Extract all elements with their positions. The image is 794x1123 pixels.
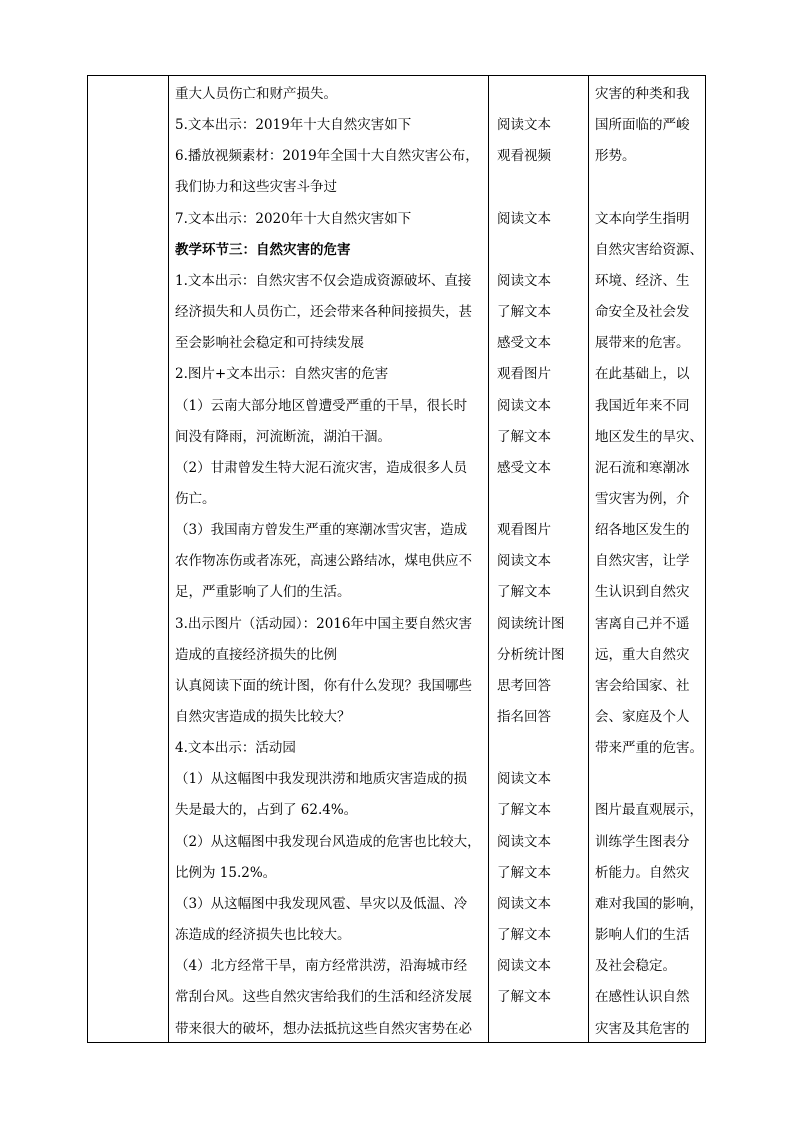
activity-line: 阅读文本: [497, 553, 551, 570]
content-line: 1.文本出示：自然灾害不仅会造成资源破坏、直接: [175, 272, 472, 289]
intent-line: 泥石流和寒潮冰: [595, 459, 690, 476]
activity-line: 观看图片: [497, 522, 551, 539]
activity-line: 思考回答: [497, 677, 551, 694]
intent-line: 自然灾害，让学: [595, 553, 690, 570]
intent-line: 害离自己并不遥: [595, 615, 690, 632]
activity-line: 观看视频: [497, 148, 551, 165]
column-divider: [588, 76, 589, 1042]
intent-line: 及社会稳定。: [595, 958, 676, 975]
intent-line: 命安全及社会发: [595, 304, 690, 321]
content-line: 3.出示图片（活动园）：2016年中国主要自然灾害: [175, 615, 472, 632]
content-line: （4）北方经常干旱，南方经常洪涝，沿海城市经: [175, 958, 468, 975]
content-line: 7.文本出示：2020年十大自然灾害如下: [175, 210, 412, 227]
intent-line: 形势。: [595, 148, 636, 165]
intent-line: 会、家庭及个人: [595, 709, 690, 725]
activity-line: 指名回答: [497, 709, 551, 725]
content-line: 造成的直接经济损失的比例: [175, 646, 337, 663]
intent-line: 展带来的危害。: [595, 335, 690, 352]
intent-line: 影响人们的生活: [595, 927, 690, 944]
lesson-table: [87, 75, 706, 1043]
intent-line: 带来严重的危害。: [595, 740, 703, 757]
intent-line: 地区发生的旱灾、: [595, 428, 703, 445]
intent-line: 环境、经济、生: [595, 272, 690, 289]
activity-line: 了解文本: [497, 304, 551, 321]
activity-line: 阅读文本: [497, 771, 551, 788]
intent-line: 灾害的种类和我: [595, 86, 690, 102]
content-line: 2.图片+文本出示：自然灾害的危害: [175, 366, 389, 383]
content-line: （2）甘肃曾发生特大泥石流灾害，造成很多人员: [175, 459, 468, 476]
content-line: 伤亡。: [175, 490, 216, 507]
intent-line: 在此基础上，以: [595, 366, 690, 383]
intent-line: 害会给国家、社: [595, 677, 690, 694]
content-line: 间没有降雨，河流断流，湖泊干涸。: [175, 428, 391, 445]
content-line: 足，严重影响了人们的生活。: [175, 584, 351, 601]
activity-line: 了解文本: [497, 584, 551, 601]
content-line: 带来很大的破坏，想办法抵抗这些自然灾害势在必: [175, 1020, 472, 1037]
content-line: （2）从这幅图中我发现台风造成的危害也比较大，: [175, 833, 481, 850]
content-line: （3）我国南方曾发生严重的寒潮冰雪灾害，造成: [175, 522, 468, 539]
intent-line: 训练学生图表分: [595, 833, 690, 850]
content-line: 我们协力和这些灾害斗争过: [175, 179, 337, 196]
intent-line: 在感性认识自然: [595, 989, 690, 1006]
content-line: 5.文本出示：2019年十大自然灾害如下: [175, 117, 412, 134]
intent-line: 我国近年来不同: [595, 397, 690, 414]
activity-line: 了解文本: [497, 802, 551, 819]
column-divider: [488, 76, 489, 1042]
content-line: 至会影响社会稳定和可持续发展: [175, 335, 364, 352]
intent-line: 析能力。自然灾: [595, 864, 690, 881]
intent-line: 国所面临的严峻: [595, 117, 690, 134]
content-line: 经济损失和人员伤亡，还会带来各种间接损失，甚: [175, 304, 472, 321]
intent-line: 生认识到自然灾: [595, 584, 690, 601]
content-line: 冻造成的经济损失也比较大。: [175, 927, 351, 944]
activity-line: 阅读文本: [497, 895, 551, 912]
activity-line: 阅读文本: [497, 117, 551, 134]
content-line: 6.播放视频素材：2019年全国十大自然灾害公布，: [175, 148, 479, 165]
content-line: 4.文本出示：活动园: [175, 740, 296, 757]
content-line: 常刮台风。这些自然灾害给我们的生活和经济发展: [175, 989, 472, 1006]
content-line: 重大人员伤亡和财产损失。: [175, 86, 337, 102]
activity-line: 阅读统计图: [497, 615, 565, 632]
intent-line: 远，重大自然灾: [595, 646, 690, 663]
intent-line: 文本向学生指明: [595, 210, 690, 227]
activity-line: 了解文本: [497, 989, 551, 1006]
activity-line: 了解文本: [497, 864, 551, 881]
activity-line: 阅读文本: [497, 833, 551, 850]
intent-line: 雪灾害为例，介: [595, 490, 690, 507]
intent-line: 灾害及其危害的: [595, 1020, 690, 1037]
activity-line: 感受文本: [497, 459, 551, 476]
content-line: （3）从这幅图中我发现风雹、旱灾以及低温、冷: [175, 895, 468, 912]
intent-line: 难对我国的影响，: [595, 895, 703, 912]
activity-line: 观看图片: [497, 366, 551, 383]
content-line: 教学环节三：自然灾害的危害: [175, 241, 351, 258]
activity-line: 分析统计图: [497, 646, 565, 663]
intent-line: 自然灾害给资源、: [595, 241, 703, 258]
activity-line: 阅读文本: [497, 272, 551, 289]
activity-line: 了解文本: [497, 927, 551, 944]
content-line: （1）从这幅图中我发现洪涝和地质灾害造成的损: [175, 771, 468, 788]
activity-line: 了解文本: [497, 428, 551, 445]
activity-line: 阅读文本: [497, 958, 551, 975]
content-line: （1）云南大部分地区曾遭受严重的干旱，很长时: [175, 397, 468, 414]
activity-line: 感受文本: [497, 335, 551, 352]
column-divider: [168, 76, 169, 1042]
content-line: 农作物冻伤或者冻死，高速公路结冰，煤电供应不: [175, 553, 472, 570]
content-line: 失是最大的，占到了 62.4%。: [175, 802, 358, 819]
activity-line: 阅读文本: [497, 210, 551, 227]
content-line: 认真阅读下面的统计图，你有什么发现？我国哪些: [175, 677, 472, 694]
intent-line: 图片最直观展示，: [595, 802, 703, 819]
content-line: 比例为 15.2%。: [175, 864, 277, 881]
activity-line: 阅读文本: [497, 397, 551, 414]
content-line: 自然灾害造成的损失比较大？: [175, 709, 351, 725]
intent-line: 绍各地区发生的: [595, 522, 690, 539]
